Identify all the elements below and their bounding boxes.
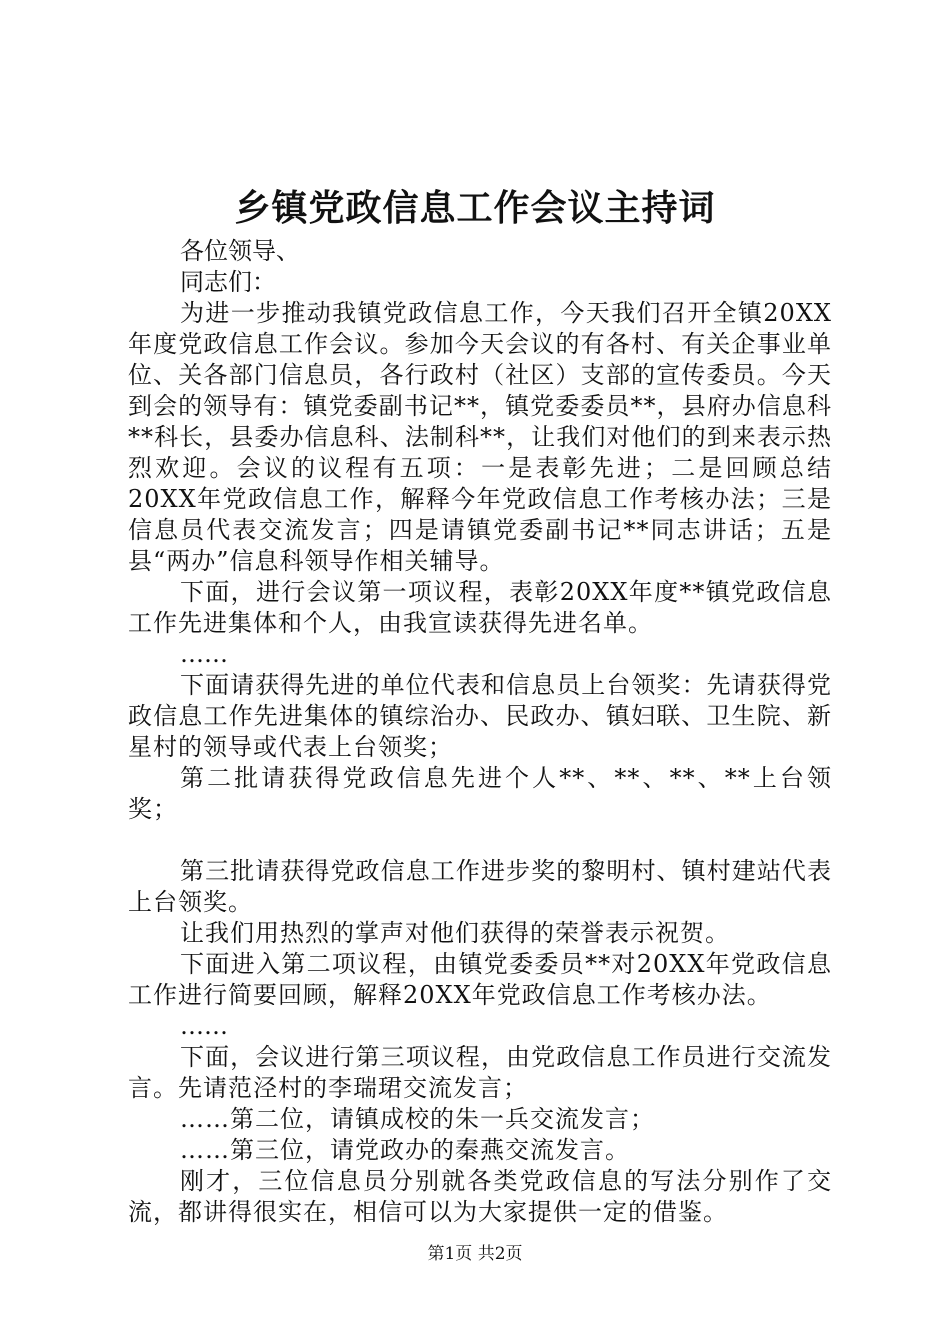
paragraph-award-groups: 下面请获得先进的单位代表和信息员上台领奖：先请获得党政信息工作先进集体的镇综治办、民政办、镇妇联、卫生院、新星村的领导或代表上台领奖；	[128, 671, 832, 761]
ellipsis-two: ……	[180, 1012, 228, 1040]
blank-line	[128, 825, 832, 856]
paragraph-opening: 为进一步推动我镇党政信息工作，今天我们召开全镇20XX年度党政信息工作会议。参加今天会议的有各村、有关企事业单位、关各部门信息员，各行政村（社区）支部的宣传委员。今天到会的领导有：镇党委副书记**，镇党委委员**，县府办信息科**科长，县委办信息科、法制科**，让我们对他们的到来表示热烈欢迎。会议的议程有五项：一是表彰先进；二是回顾总结20XX年党政信息工作，解释今年党政信息工作考核办法；三是信息员代表交流发言；四是请镇党委副书记**同志讲话；五是县“两办”信息科领导作相关辅导。	[128, 299, 832, 575]
paragraph-applause: 让我们用热烈的掌声对他们获得的荣誉表示祝贺。	[180, 919, 730, 947]
paragraph-award-progress: 第三批请获得党政信息工作进步奖的黎明村、镇村建站代表上台领奖。	[128, 857, 832, 916]
paragraph-speaker-two: ……第二位，请镇成校的朱一兵交流发言；	[180, 1105, 655, 1133]
paragraph-agenda-two: 下面进入第二项议程，由镇党委委员**对20XX年党政信息工作进行简要回顾，解释20XX年党政信息工作考核办法。	[128, 950, 832, 1009]
salutation-leaders: 各位领导、	[180, 237, 300, 265]
page-number-footer: 第1页 共2页	[427, 1244, 523, 1264]
salutation-comrades: 同志们：	[180, 268, 276, 296]
paragraph-speaker-three: ……第三位，请党政办的秦燕交流发言。	[180, 1136, 630, 1164]
document-body	[128, 236, 832, 1228]
paragraph-summary: 刚才，三位信息员分别就各类党政信息的写法分别作了交流，都讲得很实在，相信可以为大家提供一定的借鉴。	[128, 1167, 832, 1226]
paragraph-agenda-one: 下面，进行会议第一项议程，表彰20XX年度**镇党政信息工作先进集体和个人，由我宣读获得先进名单。	[128, 578, 832, 637]
paragraph-award-individuals: 第二批请获得党政信息先进个人**、**、**、**上台领奖；	[128, 764, 832, 823]
paragraph-agenda-three: 下面，会议进行第三项议程，由党政信息工作员进行交流发言。先请范泾村的李瑞珺交流发言；	[128, 1043, 832, 1102]
document-title: 乡镇党政信息工作会议主持词	[234, 187, 716, 229]
ellipsis-one: ……	[180, 640, 228, 668]
